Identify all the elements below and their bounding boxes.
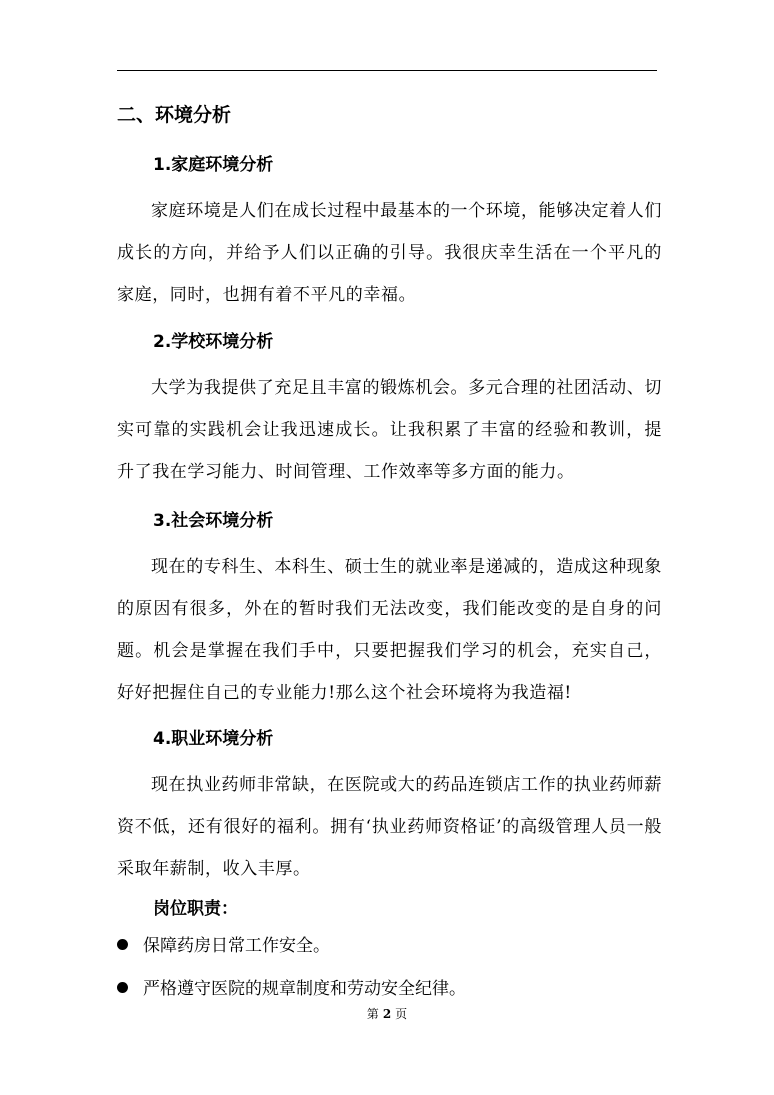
page-number: 2 (382, 1007, 392, 1021)
paragraph-family-environment: 家庭环境是人们在成长过程中最基本的一个环境，能够决定着人们成长的方向，并给予人们以正确的引导。我很庆幸生活在一个平凡的家庭，同时，也拥有着不平凡的幸福。 (117, 201, 662, 305)
page-footer (0, 1006, 774, 1022)
heading-career-environment: 4.职业环境分析 (153, 729, 274, 749)
heading-school-environment: 2.学校环境分析 (153, 332, 274, 352)
duty-text: 保障药房日常工作安全。 (143, 936, 330, 956)
list-item (117, 932, 662, 960)
duty-text: 严格遵守医院的规章制度和劳动安全纪律。 (143, 979, 466, 999)
heading-social-environment: 3.社会环境分析 (153, 511, 274, 531)
heading-family-environment: 1.家庭环境分析 (153, 155, 274, 175)
duties-heading: 岗位职责： (153, 899, 238, 919)
header-rule (117, 70, 657, 71)
paragraph-career-environment: 现在执业药师非常缺，在医院或大的药品连锁店工作的执业药师薪资不低，还有很好的福利。拥有‘执业药师资格证’的高级管理人员一般采取年薪制，收入丰厚。 (117, 775, 662, 879)
footer-prefix: 第 (366, 1007, 379, 1021)
bullet-icon (117, 939, 128, 950)
footer-suffix: 页 (395, 1007, 408, 1021)
paragraph-social-environment: 现在的专科生、本科生、硕士生的就业率是递减的，造成这种现象的原因有很多，外在的暂时我们无法改变，我们能改变的是自身的问题。机会是掌握在我们手中，只要把握我们学习的机会，充实自己，好好把握住自己的专业能力!那么这个社会环境将为我造福! (117, 557, 662, 703)
section-title: 二、环境分析 (117, 104, 232, 126)
list-item (117, 975, 662, 1003)
bullet-icon (117, 982, 128, 993)
paragraph-school-environment: 大学为我提供了充足且丰富的锻炼机会。多元合理的社团活动、切实可靠的实践机会让我迅速成长。让我积累了丰富的经验和教训，提升了我在学习能力、时间管理、工作效率等多方面的能力。 (117, 378, 662, 482)
